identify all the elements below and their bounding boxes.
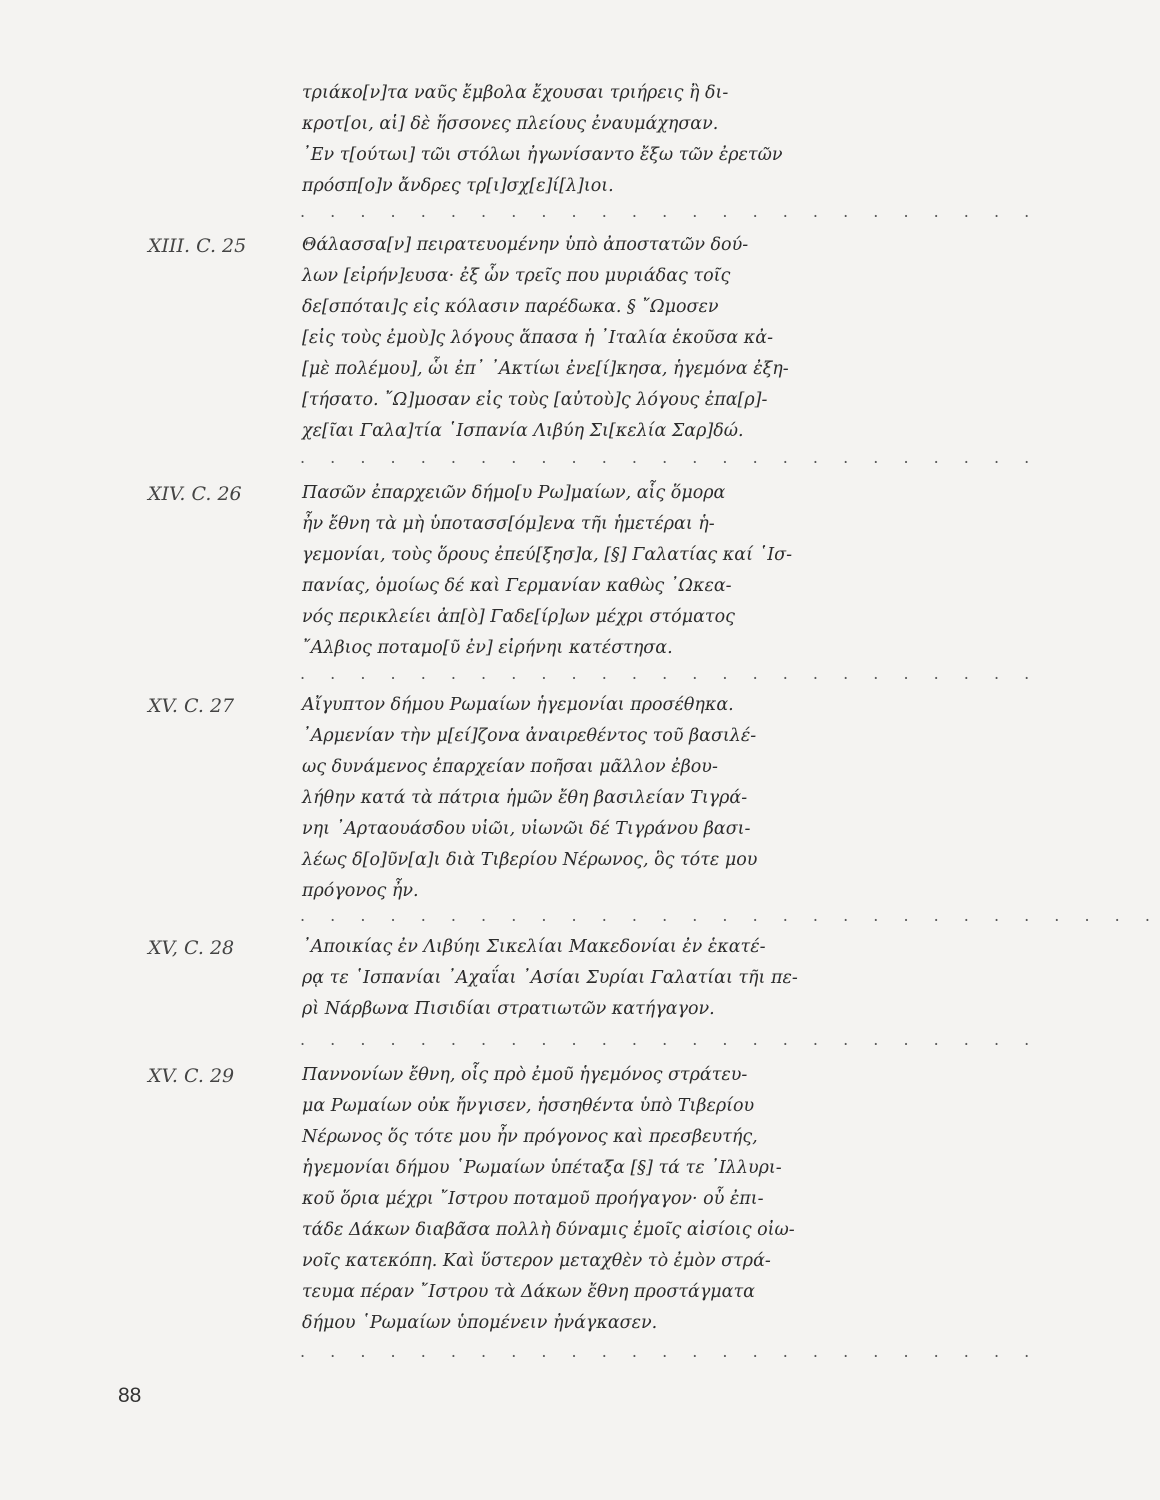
text-line: ἡγεμονίαι δήμου ῾Ρωμαίων ὑπέταξα [§] τά τε ᾿Ιλλυρι- [302,1158,782,1178]
section-reference: XV, C. 28 [148,937,235,959]
text-line: [τήσατο. ῎Ω]μοσαν εἰς τοὺς [αὐτοὺ]ς λόγους ἐπα[ρ]- [302,390,768,410]
text-line: λήθην κατά τὰ πάτρια ἡμῶν ἔθη βασιλείαν Τιγρά- [302,788,748,808]
text-line: λων [εἰρήν]ευσα· ἐξ ὧν τρεῖς που μυριάδας τοῖς [302,266,731,286]
text-line: ἦν ἔθνη τὰ μὴ ὑποτασσ[όμ]ενα τῆι ἡμετέραι ἡ- [302,514,715,534]
text-line: δήμου ῾Ρωμαίων ὑπομένειν ἠνάγκασεν. [302,1313,658,1333]
text-line: [εἰς τοὺς ἐμοὺ]ς λόγους ἅπασα ἡ ᾿Ιταλία ἑκοῦσα κἀ- [302,328,773,348]
text-line: [μὲ πολέμου], ὧι ἐπ᾿ ᾿Ακτίωι ἐνε[ί]κησα, ἡγεμόνα ἐξη- [302,359,789,379]
text-line: δε[σπόται]ς εἰς κόλασιν παρέδωκα. § ῎Ωμοσεν [302,297,719,317]
text-line: νηι ᾿Αρταουάσδου υἱῶι, υἱωνῶι δέ Τιγράνου βασι- [302,819,751,839]
ellipsis-divider: . . . . . . . . . . . . . . . . . . . . . . . . . [300,448,1040,467]
ellipsis-divider: . . . . . . . . . . . . . . . . . . . . . . . . . . . . . [300,906,1160,925]
text-line: Θάλασσα[ν] πειρατευομένην ὑπὸ ἀποστατῶν δού- [302,235,749,255]
text-line: κροτ[οι, αἱ] δὲ ἥσσονες πλείους ἐναυμάχησαν. [302,114,719,134]
text-line: Αἴγυπτον δήμου Ρωμαίων ἡγεμονίαι προσέθηκα. [302,695,734,715]
text-line: λέως δ[ο]ῦν[α]ι διὰ Τιβερίου Νέρωνος, ὃς τότε μου [302,850,758,870]
text-line: ᾿Αρμενίαν τὴν μ[εί]ζονα ἀναιρεθέντος τοῦ βασιλέ- [302,726,757,746]
section-reference: XV. C. 29 [148,1065,235,1087]
section-text [302,1060,862,1339]
text-line: χε[ῖαι Γαλα]τία ῾Ισπανία Λιβύη Σι[κελία Σαρ]δώ. [302,421,744,441]
text-line: Νέρωνος ὅς τότε μου ἦν πρόγονος καὶ πρεσβευτής, [302,1127,758,1147]
text-line: ᾿Εν τ[ούτωι] τῶι στόλωι ἠγωνίσαντο ἔξω τῶν ἐρετῶν [302,145,783,165]
section-text [302,230,862,447]
text-line: πανίας, ὁμοίως δέ καὶ Γερμανίαν καθὼς ᾿Ωκεα- [302,576,732,596]
text-line: πρόσπ[ο]ν ἄνδρες τρ[ι]σχ[ε]ί[λ]ιοι. [302,176,614,196]
text-line: νός περικλείει ἀπ[ὸ] Γαδε[ίρ]ων μέχρι στόματος [302,607,735,627]
section-reference: XIII. C. 25 [148,235,247,257]
section-reference: XIV. C. 26 [148,483,242,505]
text-line: ρᾳ τε ῾Ισπανίαι ᾿Αχαΐαι ᾿Ασίαι Συρίαι Γαλατίαι τῆι πε- [302,968,798,988]
text-line: Παννονίων ἔθνη, οἷς πρὸ ἐμοῦ ἡγεμόνος στράτευ- [302,1065,748,1085]
section-text [302,690,862,907]
section-text [302,932,862,1025]
text-line: νοῖς κατεκόπη. Καὶ ὕστερον μεταχθὲν τὸ ἐμὸν στρά- [302,1251,771,1271]
ellipsis-divider: . . . . . . . . . . . . . . . . . . . . . . . . . [300,1030,1040,1049]
text-line: ῎Αλβιος ποταμο[ῦ ἐν] εἰρήνηι κατέστησα. [302,638,673,658]
section-text [302,78,862,202]
text-line: ως δυνάμενος ἐπαρχείαν ποῆσαι μᾶλλον ἐβου- [302,757,718,777]
text-line: γεμονίαι, τοὺς ὅρους ἐπεύ[ξησ]α, [§] Γαλατίας καί ῾Ισ- [302,545,793,565]
ellipsis-divider: . . . . . . . . . . . . . . . . . . . . . . . . . [300,202,1040,221]
text-line: μα Ρωμαίων οὐκ ἤνγισεν, ἡσσηθέντα ὑπὸ Τιβερίου [302,1096,755,1116]
section-reference: XV. C. 27 [148,695,235,717]
page-number: 88 [118,1384,142,1407]
section-text [302,478,862,664]
text-line: ρὶ Νάρβωνα Πισιδίαι στρατιωτῶν κατήγαγον. [302,999,715,1019]
ellipsis-divider: . . . . . . . . . . . . . . . . . . . . . . . . . [300,1342,1040,1361]
text-line: Πασῶν ἐπαρχειῶν δήμο[υ Ρω]μαίων, αἷς ὅμορα [302,483,726,503]
ellipsis-divider: . . . . . . . . . . . . . . . . . . . . . . . . . [300,664,1040,683]
text-line: τριάκο[ν]τα ναῦς ἔμβολα ἔχουσαι τριήρεις ἢ δι- [302,83,729,103]
text-line: ᾿Αποικίας ἐν Λιβύηι Σικελίαι Μακεδονίαι ἐν ἑκατέ- [302,937,766,957]
text-line: τευμα πέραν ῎Ιστρου τὰ Δάκων ἔθνη προστάγματα [302,1282,755,1302]
text-line: πρόγονος ἦν. [302,881,419,901]
text-line: κοῦ ὅρια μέχρι ῎Ιστρου ποταμοῦ προήγαγον· οὗ ἐπι- [302,1189,764,1209]
text-line: τάδε Δάκων διαβᾶσα πολλὴ δύναμις ἐμοῖς αἰσίοις οἰω- [302,1220,795,1240]
